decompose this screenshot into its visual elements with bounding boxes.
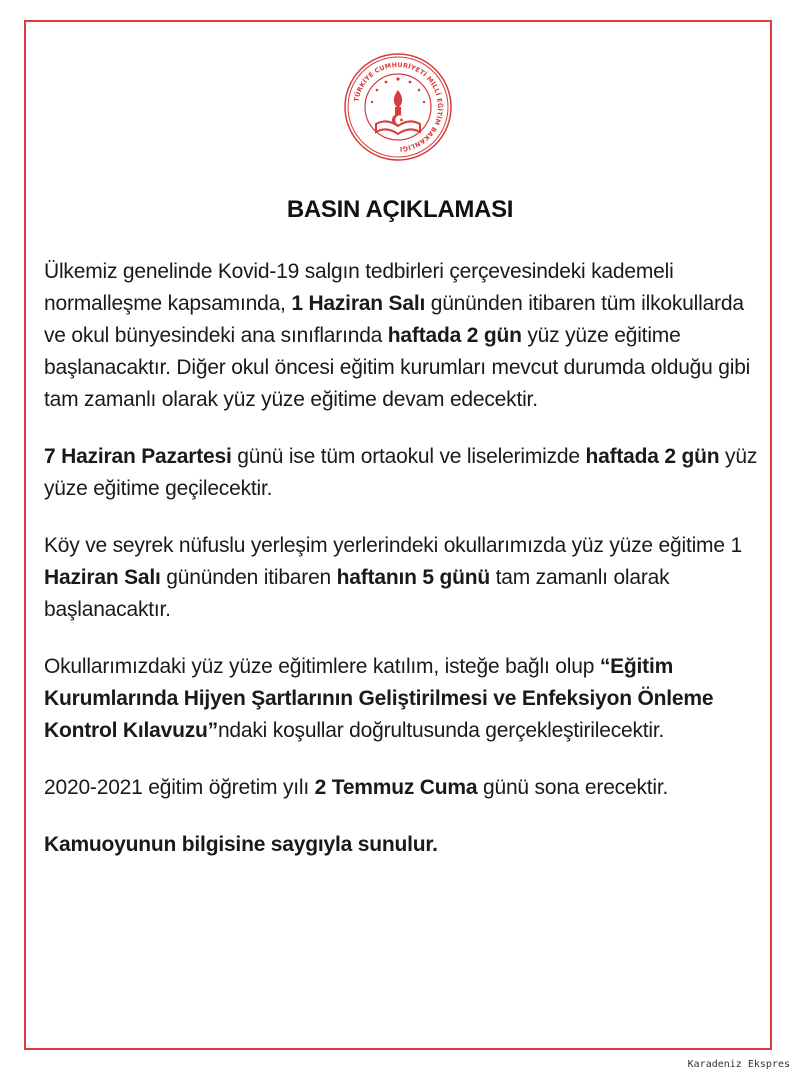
- source-watermark: Karadeniz Ekspres: [687, 1059, 790, 1070]
- paragraph: Ülkemiz genelinde Kovid-19 salgın tedbirleri çerçevesindeki kademeli normalleşme kapsamında, 1 Haziran Salı gününden itibaren tüm ilkokullarda ve okul bünyesindeki ana sınıflarında haftada 2 gün yüz yüze eğitime başlanacaktır. Diğer okul öncesi eğitim kurumları mevcut durumda olduğu gibi tam zamanlı olarak yüz yüze eğitime devam edecektir.: [44, 260, 751, 411]
- seal-ring-text: TÜRKİYE CUMHURİYETİ MİLLİ EĞİTİM BAKANLIĞI: [352, 60, 445, 153]
- ministry-seal-logo: [343, 52, 453, 162]
- paragraph: Okullarımızdaki yüz yüze eğitimlere katılım, isteğe bağlı olup “Eğitim Kurumlarında Hijyen Şartlarının Geliştirilmesi ve Enfeksiyon Önleme Kontrol Kılavuzu”ndaki koşullar doğrultusunda gerçekleştirilecektir.: [44, 655, 714, 742]
- closing-line: Kamuoyunun bilgisine saygıyla sunulur.: [44, 833, 438, 856]
- press-release-body: [44, 256, 760, 886]
- page-title: BASIN AÇIKLAMASI: [286, 196, 514, 223]
- paragraph: Köy ve seyrek nüfuslu yerleşim yerlerindeki okullarımızda yüz yüze eğitime 1 Haziran Salı gününden itibaren haftanın 5 günü tam zamanlı olarak başlanacaktır.: [44, 534, 742, 621]
- paragraph: 2020-2021 eğitim öğretim yılı 2 Temmuz Cuma günü sona erecektir.: [44, 776, 669, 799]
- paragraph: 7 Haziran Pazartesi günü ise tüm ortaokul ve liselerimizde haftada 2 gün yüz yüze eğitime geçilecektir.: [44, 445, 758, 500]
